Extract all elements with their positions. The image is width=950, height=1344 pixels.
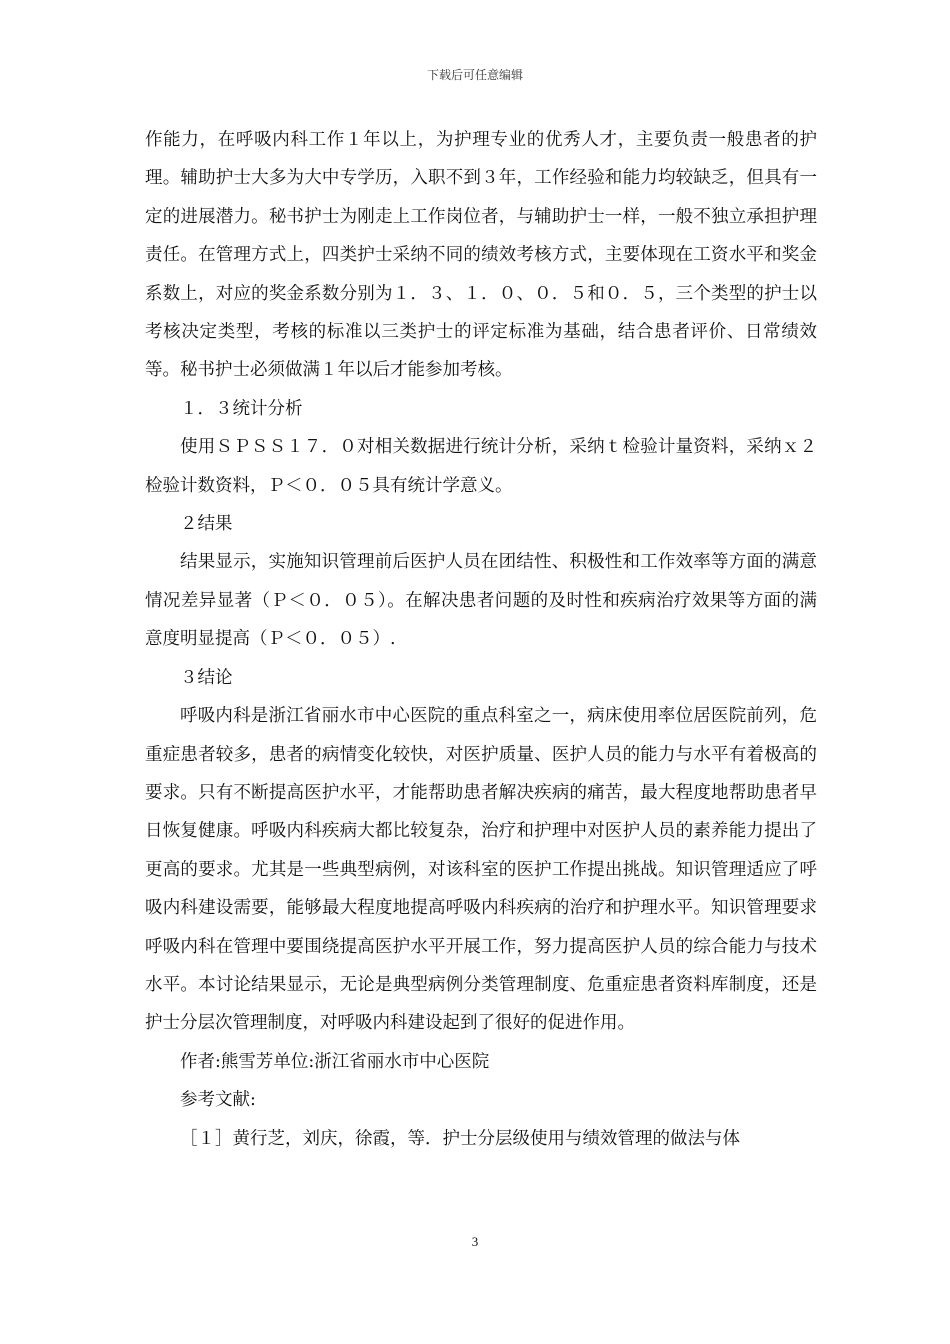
reference-item: ［１］黄行芝，刘庆，徐霞，等．护士分层级使用与绩效管理的做法与体 <box>180 1128 740 1149</box>
page-header: 下载后可任意编辑 <box>426 68 523 82</box>
document-body <box>145 121 817 1158</box>
paragraph-statistics: 使用ＳＰＳＳ１７．０对相关数据进行统计分析，采纳ｔ检验计量资料，采纳ｘ２检验计数资料，Ｐ＜０．０５具有统计学意义。 <box>145 437 817 496</box>
references-heading: 参考文献: <box>180 1090 256 1111</box>
section-heading-conclusion: ３结论 <box>180 667 233 688</box>
page-number: 3 <box>471 1234 479 1249</box>
author-line: 作者:熊雪芳单位:浙江省丽水市中心医院 <box>180 1051 490 1072</box>
section-heading-results: ２结果 <box>180 514 233 535</box>
paragraph-conclusion: 呼吸内科是浙江省丽水市中心医院的重点科室之一，病床使用率位居医院前列，危重症患者较多，患者的病情变化较快，对医护质量、医护人员的能力与水平有着极高的要求。只有不断提高医护水平，才能帮助患者解决疾病的痛苦，最大程度地帮助患者早日恢复健康。呼吸内科疾病大都比较复杂，治疗和护理中对医护人员的素养能力提出了更高的要求。尤其是一些典型病例，对该科室的医护工作提出挑战。知识管理适应了呼吸内科建设需要，能够最大程度地提高呼吸内科疾病的治疗和护理水平。知识管理要求呼吸内科在管理中要围绕提高医护水平开展工作，努力提高医护人员的综合能力与技术水平。本讨论结果显示，无论是典型病例分类管理制度、危重症患者资料库制度，还是护士分层次管理制度，对呼吸内科建设起到了很好的促进作用。 <box>145 706 817 1034</box>
paragraph-nurse-classification: 作能力，在呼吸内科工作１年以上，为护理专业的优秀人才，主要负责一般患者的护理。辅助护士大多为大中专学历，入职不到３年，工作经验和能力均较缺乏，但具有一定的进展潜力。秘书护士为刚走上工作岗位者，与辅助护士一样，一般不独立承担护理责任。在管理方式上，四类护士采纳不同的绩效考核方式，主要体现在工资水平和奖金系数上，对应的奖金系数分别为１．３、１．０、０．５和０．５，三个类型的护士以考核决定类型，考核的标准以三类护士的评定标准为基础，结合患者评价、日常绩效等。秘书护士必须做满１年以后才能参加考核。 <box>145 130 817 381</box>
paragraph-results: 结果显示，实施知识管理前后医护人员在团结性、积极性和工作效率等方面的满意情况差异显著（Ｐ＜０．０５）。在解决患者问题的及时性和疾病治疗效果等方面的满意度明显提高（Ｐ＜０．０５）. <box>145 552 817 650</box>
section-heading-statistics: １．３统计分析 <box>180 398 303 419</box>
